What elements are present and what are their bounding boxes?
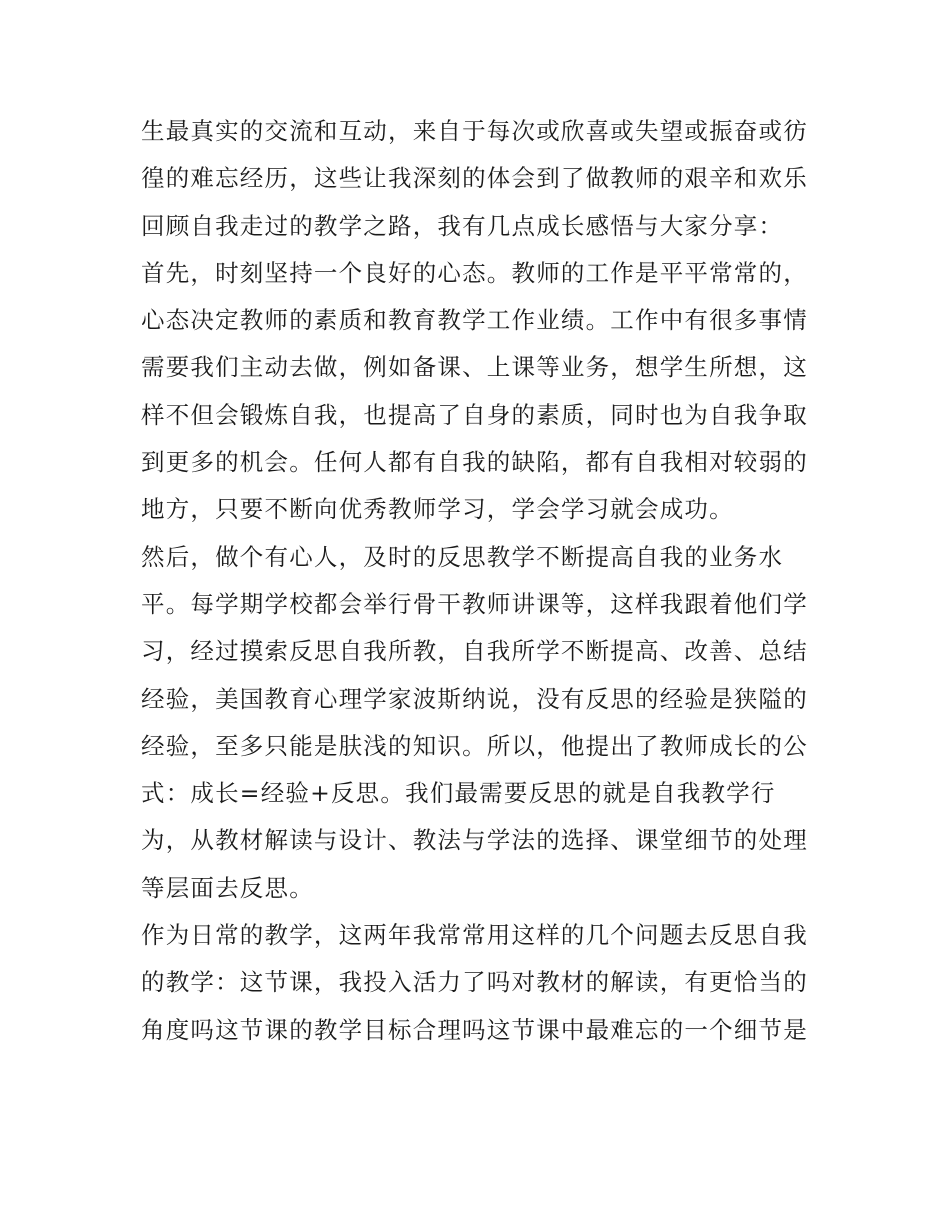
text-line: 首先，时刻坚持一个良好的心态。教师的工作是平平常常的， [141,258,808,287]
text-line: 为，从教材解读与设计、教法与学法的选择、课堂细节的处理 [141,826,808,855]
text-line: 样不但会锻炼自我，也提高了自身的素质，同时也为自我争取 [141,400,808,429]
text-line: 经验，美国教育心理学家波斯纳说，没有反思的经验是狭隘的 [141,684,808,713]
text-line: 徨的难忘经历，这些让我深刻的体会到了做教师的艰辛和欢乐 [141,164,808,193]
text-line: 平。每学期学校都会举行骨干教师讲课等，这样我跟着他们学 [141,589,808,618]
text-line: 作为日常的教学，这两年我常常用这样的几个问题去反思自我 [141,921,808,950]
text-line: 式：成长=经验+反思。我们最需要反思的就是自我教学行 [141,779,776,808]
text-line: 习，经过摸索反思自我所教，自我所学不断提高、改善、总结 [141,637,808,666]
text-line: 的教学：这节课，我投入活力了吗对教材的解读，有更恰当的 [141,968,808,997]
text-line: 地方，只要不断向优秀教师学习，学会学习就会成功。 [141,495,734,524]
document-body [141,108,831,1054]
text-line: 心态决定教师的素质和教育教学工作业绩。工作中有很多事情 [141,306,808,335]
text-line: 经验，至多只能是肤浅的知识。所以，他提出了教师成长的公 [141,731,808,760]
text-line: 到更多的机会。任何人都有自我的缺陷，都有自我相对较弱的 [141,448,808,477]
text-line: 生最真实的交流和互动，来自于每次或欣喜或失望或振奋或彷 [141,117,808,145]
text-line: 需要我们主动去做，例如备课、上课等业务，想学生所想，这 [141,353,808,382]
text-line: 然后，做个有心人，及时的反思教学不断提高自我的业务水 [141,542,784,571]
text-line: 回顾自我走过的教学之路，我有几点成长感悟与大家分享： [141,211,784,240]
text-line: 等层面去反思。 [141,873,314,902]
text-line: 角度吗这节课的教学目标合理吗这节课中最难忘的一个细节是 [141,1015,808,1044]
